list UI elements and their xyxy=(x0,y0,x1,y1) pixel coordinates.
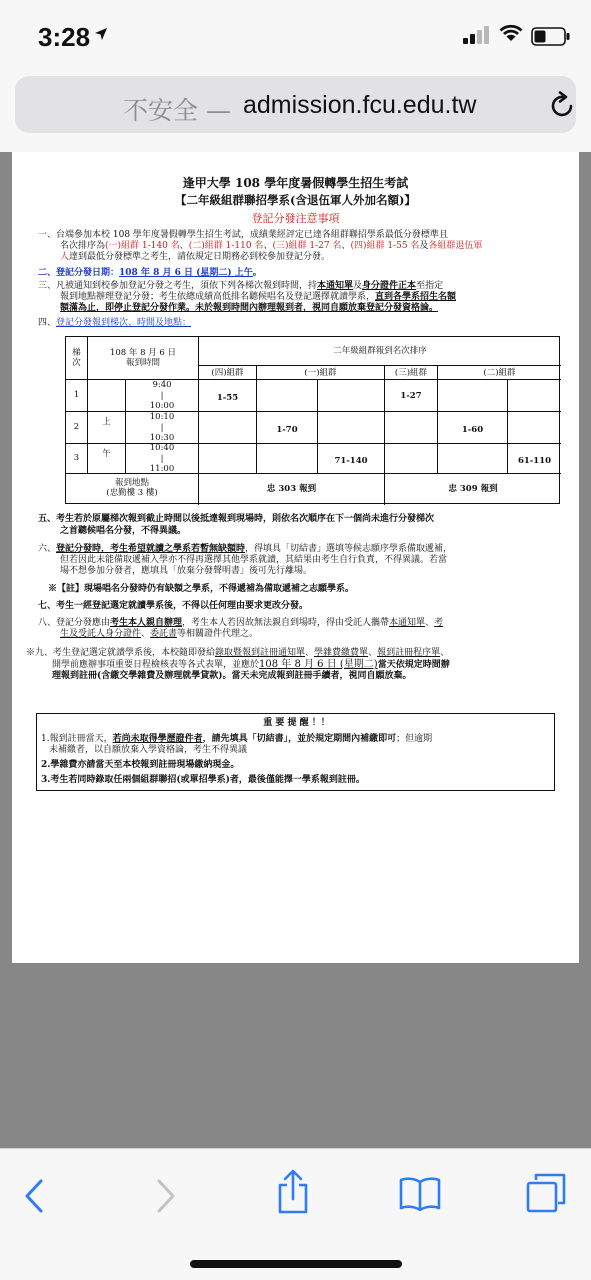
note-line: ※【註】現場唱名分發時仍有缺額之學系，不得遞補為備取遞補之志願學系。 xyxy=(48,584,355,594)
row1-batch: 1 xyxy=(73,390,80,400)
forward-icon[interactable] xyxy=(152,1177,178,1215)
para9-line3: 理報到註冊(含繳交學雜費及辦理就學貸款)。當天未完成報到註冊手續者，視同自願放棄。 xyxy=(52,671,412,681)
row1-time: 9:40 | 10:00 xyxy=(149,380,175,411)
document-page xyxy=(12,152,579,963)
th-time: 108 年 8 月 6 日 報到時間 xyxy=(109,348,177,368)
row2-group2: 1-60 xyxy=(461,425,484,435)
share-icon[interactable] xyxy=(276,1169,310,1215)
para1-line1: 一、台端參加本校 108 學年度暑假轉學生招生考試，成績業經評定已達各組群聯招學系最低分發標準且 xyxy=(38,230,448,240)
th-group3: (三)組群 xyxy=(394,368,428,378)
important-reminder-box xyxy=(36,713,555,791)
url-domain: admission.fcu.edu.tw xyxy=(243,91,477,119)
row1-group3: 1-27 xyxy=(400,391,422,401)
th-group4: (四)組群 xyxy=(211,368,244,378)
back-icon[interactable] xyxy=(22,1177,48,1215)
row3-batch: 3 xyxy=(73,453,80,463)
para6-line1: 六、登記分發時，考生希望就讀之學系若暫無缺額時，得填具「切結書」選填等候志願序學系備取遞補， xyxy=(38,544,453,554)
row2-batch: 2 xyxy=(73,422,80,432)
row2-group1: 1-70 xyxy=(276,425,298,435)
browser-toolbar xyxy=(0,1148,591,1280)
doc-title: 逢甲大學 108 學年度暑假轉學生招生考試 xyxy=(182,176,409,190)
row3-group1: 71-140 xyxy=(334,456,368,466)
row1-group4: 1-55 xyxy=(216,393,239,403)
doc-subtitle: 【二年級組群聯招學系(含退伍軍人外加名額)】 xyxy=(175,193,416,207)
status-time: 3:28 xyxy=(38,22,91,52)
th-batch: 梯 次 xyxy=(72,348,81,368)
row2-time: 10:10 | 10:30 xyxy=(149,412,175,443)
para3-line2: 報到地點辦理登記分發；考生依總成績高低排名聽候唱名及登記選擇就讀學系，直到各學系招生名額 xyxy=(60,292,457,302)
cellular-signal-icon xyxy=(463,26,491,44)
reload-icon[interactable] xyxy=(550,91,576,119)
para5-line2: 之首聽候唱名分發，不得異議。 xyxy=(60,526,187,536)
para1-line3: 人達到最低分發標準之考生，請依規定日期務必到校參加登記分發。 xyxy=(60,252,331,262)
th-group-title: 二年級組群報到名次排序 xyxy=(333,346,427,356)
para9-line1: ※九、考生登記選定就讀學系後，本校隨即發給錄取暨報到註冊通知單、學雜費繳費單、報到註冊程序單、 xyxy=(26,648,450,658)
insecure-label: 不安全 — xyxy=(123,96,231,125)
reminder-item-1: 1.報到註冊當天，若尚未取得學歷證件者，請先填具「切結書」，並於規定期間內補繳即可；但逾期 xyxy=(41,734,433,744)
status-bar xyxy=(0,0,591,72)
para8-line2: 生及受託人身分證件、委託書等相關證件代理之。 xyxy=(60,629,259,639)
battery-icon xyxy=(531,27,571,46)
address-bar[interactable] xyxy=(15,76,576,133)
para8-line1: 八、登記分發應由考生本人親自辦理，考生本人若因故無法親自到場時，得由受託人攜帶本通知單、考 xyxy=(38,618,444,628)
para6-line3: 場不想參加分發者，應填具「放棄分發聲明書」後可先行離場。 xyxy=(60,566,313,576)
doc-heading: 登記分發注意事項 xyxy=(251,212,340,225)
para9-line2: 開學前應辦事項重要日程檢核表等各式表單，並應於108 年 8 月 6 日 (星期二)當天依規定時間辦 xyxy=(52,659,450,670)
row3-group2: 61-110 xyxy=(517,456,552,466)
th-group1: (一)組群 xyxy=(304,368,337,378)
para1-line2: 名次排序為(一)組群 1-140 名、(二)組群 1-110 名、(三)組群 1-27 名、(四)組群 1-55 名及各組群退伍軍 xyxy=(60,241,483,251)
row3-time: 10:40 | 11:00 xyxy=(149,443,175,474)
schedule-table xyxy=(65,336,560,504)
location-room-b: 忠 309 報到 xyxy=(448,484,498,494)
location-arrow-icon xyxy=(94,27,108,41)
para7-line: 七、考生一經登記選定就讀學系後，不得以任何理由要求更改分發。 xyxy=(38,601,309,611)
para5-line1: 五、考生若於原屬梯次報到截止時間以後抵達報到現場時，則依名次順序在下一個尚未進行分發梯次 xyxy=(38,514,435,524)
am-label-2: 午 xyxy=(102,449,111,459)
th-group2: (二)組群 xyxy=(483,368,516,378)
para3-line1: 三、凡被通知到校參加登記分發之考生，須依下列各梯次報到時間，持本通知單及身分證件正本至指定 xyxy=(38,281,444,291)
bookmarks-icon[interactable] xyxy=(398,1175,442,1211)
web-viewport[interactable] xyxy=(0,152,591,1148)
location-room-a: 忠 303 報到 xyxy=(266,484,317,494)
reminder-title: 重 要 提 醒 ！！ xyxy=(263,718,330,728)
para6-line2: 但若因此未能備取遞補入學亦不得再選擇其他學系就讀，其結果由考生自行負責，不得異議。若當 xyxy=(60,555,448,565)
para3-line3: 額滿為止，即停止登記分發作業。未於報到時間內辦理報到者，視同自願放棄登記分發資格論。 xyxy=(60,303,439,313)
home-indicator[interactable] xyxy=(190,1260,402,1268)
para2-date: 二、登記分發日期：108 年 8 月 6 日 (星期二) 上午。 xyxy=(38,268,262,278)
location-label: 報到地點 (忠勤樓 3 樓) xyxy=(106,478,158,498)
reminder-item-3: 3.考生若同時錄取任兩個組群聯招(或單招學系)者，最後僅能擇一學系報到註冊。 xyxy=(41,775,365,785)
wifi-icon xyxy=(499,24,523,42)
tabs-icon[interactable] xyxy=(524,1171,568,1215)
reminder-item-2: 2.學雜費亦請當天至本校報到註冊現場繳納現金。 xyxy=(41,760,240,770)
am-label-1: 上 xyxy=(102,417,111,427)
browser-top-bar xyxy=(0,72,591,152)
reminder-item-1-cont: 未補繳者，以自願放棄入學資格論，考生不得異議 xyxy=(49,745,248,755)
para4-heading: 四、登記分發報到梯次、時間及地點： xyxy=(38,318,192,328)
